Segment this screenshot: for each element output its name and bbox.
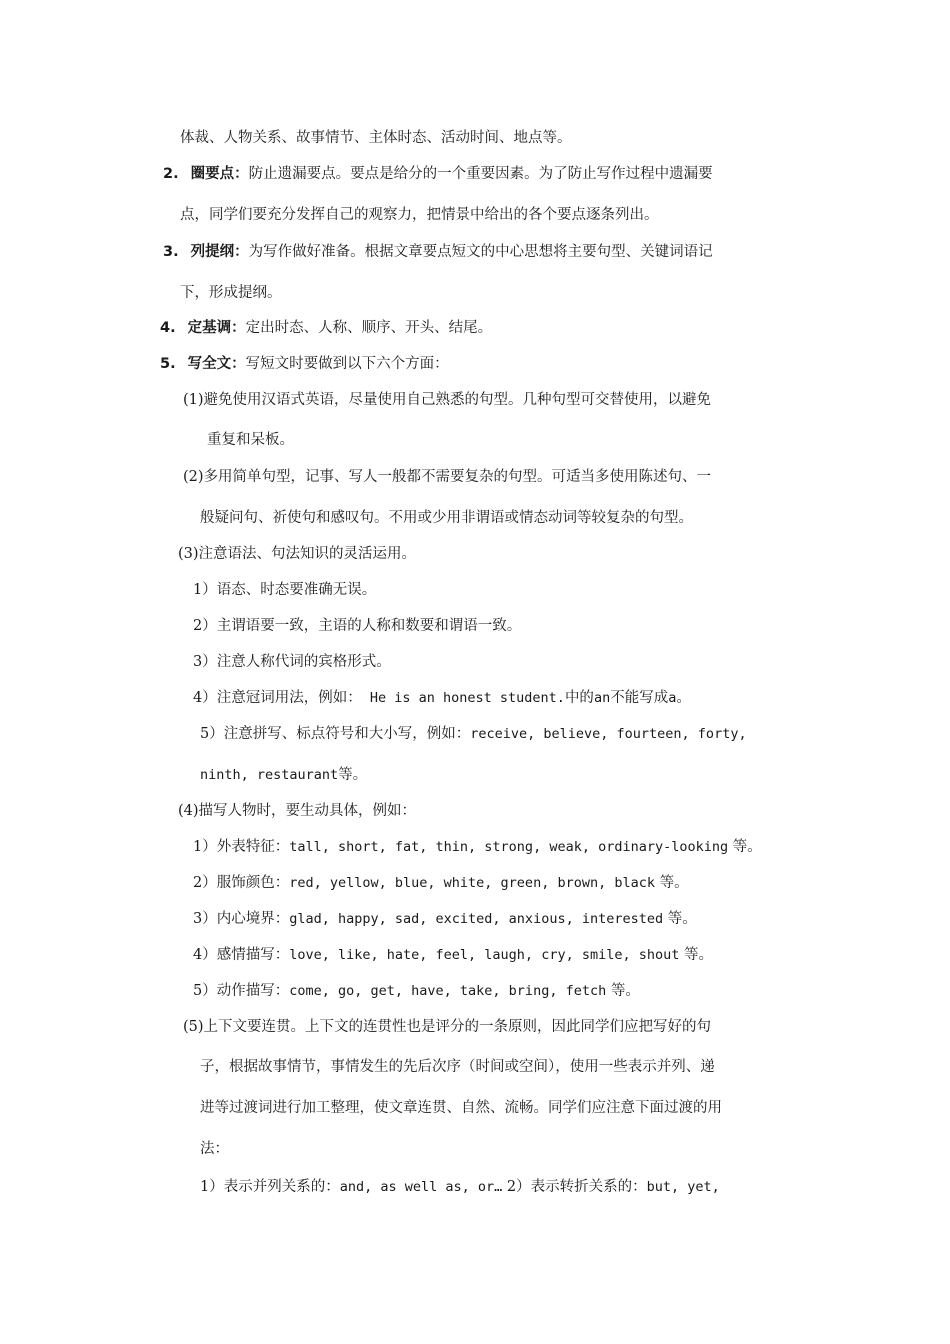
example-words: come, go, get, have, take, bring, fetch [289, 983, 607, 999]
paragraph-line [200, 765, 367, 785]
example-words: receive, believe, fourteen, forty, [470, 726, 747, 742]
example-words: love, like, hate, feel, laugh, cry, smile, shout [289, 947, 680, 963]
example-words: and, as well as, or… [339, 1179, 503, 1195]
text-run: 1）外表特征： [193, 839, 290, 855]
paragraph-line [193, 909, 697, 929]
step-heading: 列提纲： [190, 244, 249, 260]
paragraph-line [193, 688, 691, 708]
paragraph-line: (4)描写人物时，要生动具体，例如： [178, 803, 417, 819]
paragraph-line: 体裁、人物关系、故事情节、主体时态、活动时间、地点等。 [180, 130, 572, 146]
text-run: 1）表示并列关系的： [200, 1179, 340, 1195]
list-item-2 [163, 164, 713, 184]
paragraph-line [193, 837, 762, 857]
text-run: 5）动作描写： [193, 983, 290, 999]
paragraph-line: (5)上下文要连贯。上下文的连贯性也是评分的一条原则，因此同学们应把写好的句 [183, 1019, 712, 1035]
paragraph-line: 1）语态、时态要准确无误。 [193, 582, 377, 598]
paragraph-line: (3)注意语法、句法知识的灵活运用。 [178, 546, 417, 562]
list-number: 4. [160, 320, 176, 336]
text-run: 等。 [654, 875, 689, 891]
paragraph-line: 子，根据故事情节，事情发生的先后次序（时间或空间），使用一些表示并列、递 [200, 1059, 715, 1075]
example-words: but, yet, [646, 1179, 720, 1195]
step-heading: 定基调： [187, 320, 246, 336]
list-item-3 [163, 242, 713, 262]
text-run: 等。 [663, 911, 697, 927]
paragraph-line: 法： [200, 1141, 229, 1157]
text-run: 3）内心境界： [193, 911, 290, 927]
paragraph-line: (1)避免使用汉语式英语，尽量使用自己熟悉的句型。几种句型可交替使用，以避免 [183, 392, 712, 408]
example-word: an [593, 690, 611, 706]
text-run: 等。 [338, 767, 368, 783]
paragraph-line: 2）主谓语要一致，主语的人称和数要和谓语一致。 [193, 618, 522, 634]
example-words: tall, short, fat, thin, strong, weak, ordinary-looking [289, 839, 729, 855]
text-run: 5）注意拼写、标点符号和大小写，例如： [200, 726, 471, 742]
text-run: 中的 [564, 690, 594, 706]
paragraph-line: 般疑问句、祈使句和感叹句。不用或少用非谓语或情态动词等较复杂的句型。 [200, 510, 693, 526]
list-item-5 [160, 354, 449, 374]
list-number: 5. [160, 356, 176, 372]
text-run: 4）注意冠词用法，例如： [193, 690, 362, 706]
text-run: 。 [676, 690, 691, 706]
list-number: 2. [163, 166, 179, 182]
paragraph-line [200, 724, 747, 744]
example-sentence: He is an honest student. [361, 690, 565, 706]
paragraph-line: (2)多用简单句型，记事、写人一般都不需要复杂的句型。可适当多使用陈述句、一 [183, 469, 712, 485]
list-item-4 [160, 318, 492, 338]
list-number: 3. [163, 244, 179, 260]
text-run: 不能写成 [610, 690, 669, 706]
step-text: 定出时态、人称、顺序、开头、结尾。 [245, 320, 493, 336]
text-run: 2）表示转折关系的： [502, 1179, 647, 1195]
text-run: 4）感情描写： [193, 947, 290, 963]
paragraph-line: 进等过渡词进行加工整理，使文章连贯、自然、流畅。同学们应注意下面过渡的用 [200, 1100, 722, 1116]
paragraph-line: 重复和呆板。 [207, 432, 294, 448]
example-words: ninth, restaurant [200, 767, 339, 783]
paragraph-line [200, 1177, 720, 1197]
paragraph-line [193, 873, 689, 893]
text-run: 等。 [606, 983, 640, 999]
text-run: 等。 [728, 839, 762, 855]
step-text: 写短文时要做到以下六个方面： [245, 356, 449, 372]
paragraph-line: 点，同学们要充分发挥自己的观察力，把情景中给出的各个要点逐条列出。 [180, 207, 659, 223]
paragraph-line [193, 981, 640, 1001]
step-heading: 写全文： [187, 356, 246, 372]
paragraph-line: 3）注意人称代词的宾格形式。 [193, 654, 391, 670]
text-run: 等。 [679, 947, 713, 963]
example-words: red, yellow, blue, white, green, brown, black [289, 875, 655, 891]
paragraph-line [193, 945, 713, 965]
example-words: glad, happy, sad, excited, anxious, interested [289, 911, 664, 927]
step-text: 为写作做好准备。根据文章要点短文的中心思想将主要句型、关键词语记 [248, 244, 713, 260]
example-word: a [668, 690, 677, 706]
paragraph-line: 下，形成提纲。 [180, 285, 282, 301]
step-text: 防止遗漏要点。要点是给分的一个重要因素。为了防止写作过程中遗漏要 [248, 166, 713, 182]
step-heading: 圈要点： [190, 166, 249, 182]
text-run: 2）服饰颜色： [193, 875, 290, 891]
